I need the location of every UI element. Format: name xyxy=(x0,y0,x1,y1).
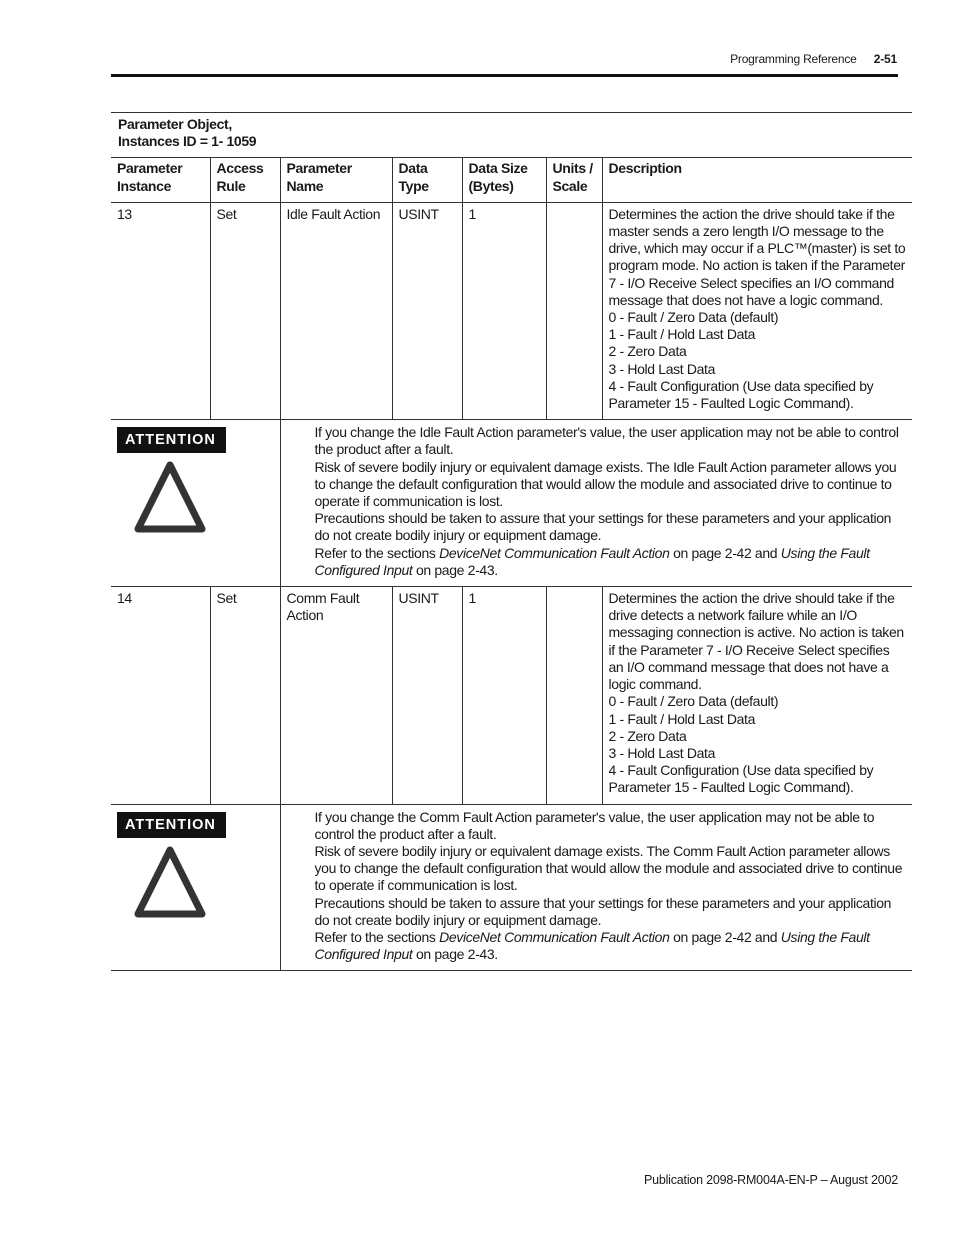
attention-row xyxy=(111,804,912,971)
attention-badge: ATTENTION xyxy=(117,812,226,838)
cell-name: Idle Fault Action xyxy=(280,202,392,419)
warning-triangle-icon xyxy=(133,844,207,922)
page-header xyxy=(730,52,897,66)
table-row xyxy=(111,202,912,419)
attention-marker xyxy=(111,420,280,587)
column-header-description-l1: Description xyxy=(608,160,682,177)
column-header-units-l2: Scale xyxy=(552,177,588,194)
description-option: 0 - Fault / Zero Data (default) xyxy=(608,309,779,326)
cell-description xyxy=(602,587,912,804)
reference-mid: on page 2-42 and xyxy=(669,928,781,945)
table-row xyxy=(111,587,912,804)
column-header-access-l1: Access xyxy=(216,160,264,177)
cell-type: USINT xyxy=(392,587,462,804)
header-rule xyxy=(111,74,898,77)
description-text: Determines the action the drive should take if the drive detects a network failure while an I/O messaging connection is active. No action is taken if the Parameter 7 - I/O Receive Select specifies an I/O command message that does not have a logic command. xyxy=(608,590,904,693)
reference-suffix: on page 2-43. xyxy=(412,946,498,963)
column-header-type-l1: Data xyxy=(398,160,428,177)
description-option: 3 - Hold Last Data xyxy=(608,360,716,377)
attention-paragraph: Precautions should be taken to assure that your settings for these parameters and your application do not create bodily injury or equipment damage. xyxy=(314,510,892,544)
reference-devicenet-fault-action: DeviceNet Communication Fault Action xyxy=(439,928,670,945)
attention-paragraph: Precautions should be taken to assure that your settings for these parameters and your application do not create bodily injury or equipment damage. xyxy=(314,894,892,928)
parameter-object-table xyxy=(111,112,912,971)
table-title xyxy=(111,113,912,158)
reference-mid: on page 2-42 and xyxy=(669,544,781,561)
attention-text xyxy=(280,420,912,587)
column-header-size-l1: Data Size xyxy=(468,160,528,177)
header-page-number: 2-51 xyxy=(873,52,897,66)
description-option: 4 - Fault Configuration (Use data specified by Parameter 15 - Faulted Logic Command). xyxy=(608,762,874,796)
description-option: 1 - Fault / Hold Last Data xyxy=(608,710,756,727)
header-section-title: Programming Reference xyxy=(730,52,857,66)
publication-footer: Publication 2098-RM004A-EN-P – August 2002 xyxy=(643,1173,898,1187)
cell-description xyxy=(602,202,912,419)
column-header-instance-l1: Parameter xyxy=(117,160,183,177)
description-option: 4 - Fault Configuration (Use data specified by Parameter 15 - Faulted Logic Command). xyxy=(608,377,874,412)
attention-row xyxy=(111,420,912,587)
cell-access: Set xyxy=(210,587,280,804)
cell-units xyxy=(546,202,602,419)
column-header-description xyxy=(602,158,912,202)
cell-access: Set xyxy=(210,202,280,419)
cell-instance: 14 xyxy=(111,587,210,804)
column-header-name-l1: Parameter xyxy=(286,160,352,177)
cell-name: Comm Fault Action xyxy=(280,587,392,804)
reference-prefix: Refer to the sections xyxy=(314,928,440,945)
attention-paragraph: If you change the Idle Fault Action parameter's value, the user application may not be able to control the product after a fault. xyxy=(314,424,899,458)
description-text: Determines the action the drive should take if the master sends a zero length I/O message to the drive, which may occur if a PLC™(master) is set to program mode. No action is taken if the Parameter 7 - I/O Receive Select specifies an I/O command message that does not have a logic command. xyxy=(608,205,906,308)
column-header-access-l2: Rule xyxy=(216,177,246,194)
reference-prefix: Refer to the sections xyxy=(314,544,440,561)
description-option: 3 - Hold Last Data xyxy=(608,744,716,761)
table-title-line1: Parameter Object, xyxy=(118,116,232,132)
attention-badge: ATTENTION xyxy=(117,427,226,453)
column-header-type-l2: Type xyxy=(398,177,429,194)
cell-units xyxy=(546,587,602,804)
description-option: 2 - Zero Data xyxy=(608,343,687,360)
column-header-type xyxy=(392,158,462,202)
description-option: 1 - Fault / Hold Last Data xyxy=(608,326,756,343)
table-header-row xyxy=(111,158,912,202)
column-header-size-l2: (Bytes) xyxy=(468,177,514,194)
attention-reference xyxy=(315,545,907,579)
column-header-instance-l2: Instance xyxy=(117,177,171,194)
table-title-row xyxy=(111,113,912,158)
column-header-units-l1: Units / xyxy=(552,160,593,177)
column-header-instance xyxy=(111,158,210,202)
column-header-name-l2: Name xyxy=(286,177,324,194)
attention-marker xyxy=(111,804,280,971)
reference-fault-configured-input: Using the Fault Configured Input xyxy=(314,544,870,578)
cell-size: 1 xyxy=(462,202,546,419)
attention-paragraph: If you change the Comm Fault Action parameter's value, the user application may not be able to control the product after a fault. xyxy=(314,808,875,842)
column-header-size xyxy=(462,158,546,202)
cell-size: 1 xyxy=(462,587,546,804)
warning-triangle-icon xyxy=(133,459,207,537)
table-title-line2: Instances ID = 1- 1059 xyxy=(118,133,257,150)
attention-reference xyxy=(315,929,907,963)
reference-devicenet-fault-action: DeviceNet Communication Fault Action xyxy=(439,544,670,561)
cell-instance: 13 xyxy=(111,202,210,419)
reference-fault-configured-input: Using the Fault Configured Input xyxy=(314,928,870,963)
column-header-name xyxy=(280,158,392,202)
attention-paragraph: Risk of severe bodily injury or equivalent damage exists. The Idle Fault Action parameter allows you to change the default configuration that would allow the module and associated drive to continue to operate if communication is lost. xyxy=(314,458,897,510)
reference-suffix: on page 2-43. xyxy=(412,561,498,578)
cell-type: USINT xyxy=(392,202,462,419)
attention-paragraph: Risk of severe bodily injury or equivalent damage exists. The Comm Fault Action parameter allows you to change the default configuration that would allow the module and associated drive to continue to operate if communication is lost. xyxy=(314,842,903,894)
description-option: 2 - Zero Data xyxy=(608,727,687,744)
column-header-units xyxy=(546,158,602,202)
attention-text xyxy=(280,804,912,971)
description-option: 0 - Fault / Zero Data (default) xyxy=(608,693,779,710)
column-header-access xyxy=(210,158,280,202)
